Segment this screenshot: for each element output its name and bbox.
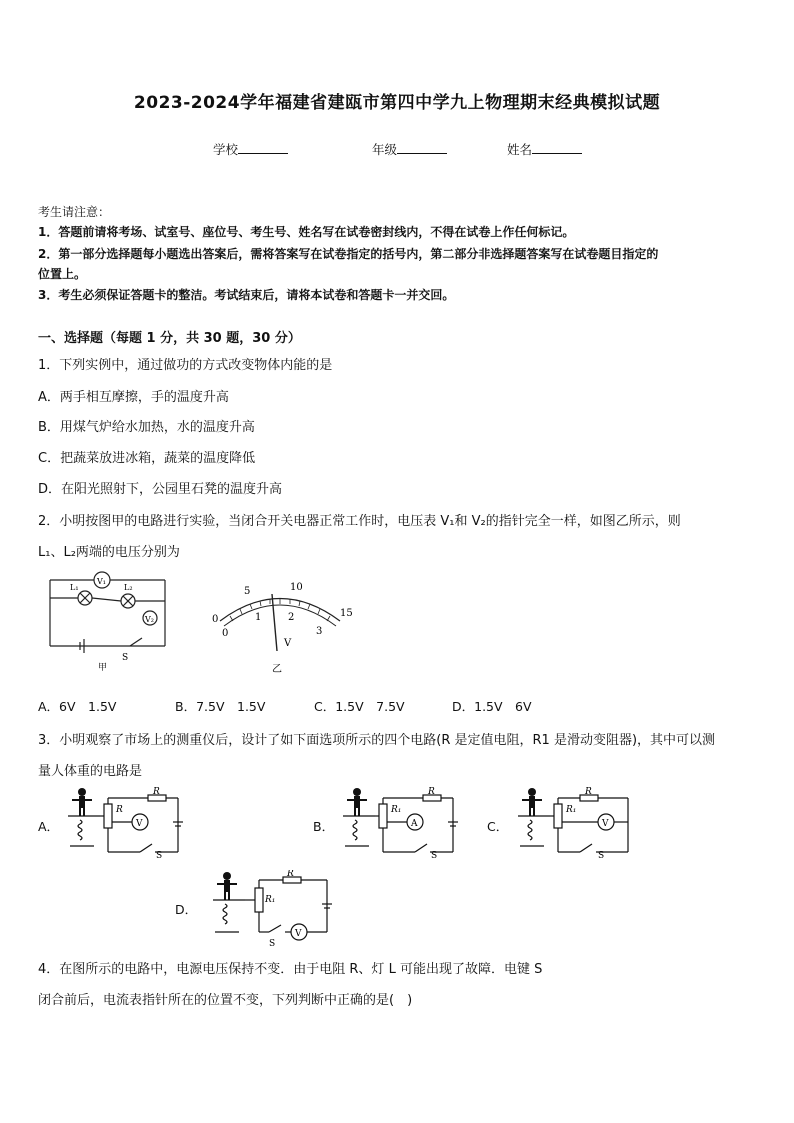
- notice-heading: 考生请注意：: [38, 205, 111, 219]
- q3-stem-line1: 3．小明观察了市场上的测重仪后，设计了如下面选项所示的四个电路(R 是定值电阻，R1 是滑动变阻器)，其中可以测: [38, 733, 716, 748]
- q3-option-b-label: B．: [313, 819, 335, 834]
- q2-stem-line1: 2．小明按图甲的电路进行实验，当闭合开关电器正常工作时，电压表 V₁和 V₂的指针完全一样，如图乙所示，则: [38, 514, 681, 529]
- yi-inner-0: 0: [222, 628, 229, 639]
- circuit-d-s: S: [269, 939, 276, 948]
- circuit-c-s: S: [598, 851, 605, 858]
- yi-inner-1: 1: [255, 612, 262, 623]
- notice-item-3: 3．考生必须保证答题卡的整洁。考试结束后，请将本试卷和答题卡一并交回。: [38, 288, 455, 302]
- q1-stem: 1．下列实例中，通过做功的方式改变物体内能的是: [38, 358, 333, 373]
- notice-item-2-cont: 位置上。: [38, 267, 87, 281]
- yi-unit: V: [284, 638, 292, 649]
- grade-field: [372, 140, 447, 158]
- q1-option-d: D．在阳光照射下，公园里石凳的温度升高: [38, 482, 283, 497]
- circuit-b-s: S: [431, 851, 438, 858]
- q3-circuit-c: [510, 786, 650, 858]
- circuit-a-s: S: [156, 851, 163, 858]
- name-label: 姓名: [507, 142, 533, 157]
- circuit-a-r1: R: [116, 805, 123, 815]
- yi-inner-2: 2: [288, 612, 295, 623]
- school-blank: [238, 141, 288, 154]
- q2-figure-yi: [200, 576, 360, 676]
- q1-option-a: A．两手相互摩擦，手的温度升高: [38, 390, 229, 405]
- q3-option-d-label: D．: [175, 902, 198, 917]
- circuit-b-r: R: [428, 787, 435, 797]
- yi-outer-0: 0: [212, 614, 219, 625]
- circuit-d-r: R: [287, 870, 294, 879]
- q3-option-a-label: A．: [38, 819, 60, 834]
- q3-circuit-a: [60, 786, 200, 858]
- jia-label-l1: L₁: [70, 583, 79, 592]
- q3-circuit-d: [205, 870, 345, 948]
- circuit-d-r1: R₁: [265, 895, 276, 905]
- yi-outer-10: 10: [290, 582, 303, 593]
- circuit-b-meter: A: [411, 819, 418, 829]
- q3-option-c-label: C．: [487, 819, 509, 834]
- yi-inner-3: 3: [316, 626, 323, 637]
- yi-outer-5: 5: [244, 586, 251, 597]
- q4-stem-line2: 闭合前后，电流表指针所在的位置不变，下列判断中正确的是( ): [38, 993, 413, 1008]
- school-field: [213, 140, 288, 158]
- name-field: [507, 140, 582, 158]
- jia-label-v1: V₁: [97, 577, 106, 586]
- jia-caption: 甲: [98, 663, 108, 673]
- circuit-b-r1: R₁: [391, 805, 402, 815]
- page-title: 2023-2024学年福建省建瓯市第四中学九上物理期末经典模拟试题: [133, 93, 661, 113]
- q2-stem-line2: L₁、L₂两端的电压分别为: [38, 545, 180, 560]
- notice-item-2: 2．第一部分选择题每小题选出答案后，需将答案写在试卷指定的括号内，第二部分非选择题答案写在试卷题目指定的: [38, 247, 659, 261]
- circuit-a-r: R: [153, 787, 160, 797]
- name-blank: [532, 141, 582, 154]
- jia-label-l2: L₂: [124, 583, 133, 592]
- circuit-c-r1: R₁: [566, 805, 577, 815]
- circuit-c-r: R: [585, 787, 592, 797]
- q2-option-a: A．6V 1.5V: [38, 699, 117, 714]
- yi-caption: 乙: [272, 664, 282, 675]
- jia-label-v2: V₂: [145, 615, 154, 624]
- q1-option-b: B．用煤气炉给水加热，水的温度升高: [38, 420, 255, 435]
- q2-option-c: C．1.5V 7.5V: [314, 699, 405, 714]
- q2-figure-jia: [40, 568, 175, 673]
- q4-stem-line1: 4．在图所示的电路中，电源电压保持不变．由于电阻 R、灯 L 可能出现了故障．电键 S: [38, 962, 543, 977]
- school-label: 学校: [213, 142, 239, 157]
- yi-outer-15: 15: [340, 608, 353, 619]
- section-heading: 一、选择题（每题 1 分，共 30 题，30 分）: [38, 331, 301, 346]
- q1-option-c: C．把蔬菜放进冰箱，蔬菜的温度降低: [38, 451, 256, 466]
- grade-blank: [397, 141, 447, 154]
- q2-option-d: D．1.5V 6V: [452, 699, 532, 714]
- circuit-a-meter: V: [136, 819, 143, 829]
- circuit-c-meter: V: [602, 819, 609, 829]
- q2-option-b: B．7.5V 1.5V: [175, 699, 266, 714]
- q3-stem-line2: 量人体重的电路是: [38, 764, 143, 779]
- q3-circuit-b: [335, 786, 475, 858]
- jia-label-s: S: [122, 653, 129, 663]
- grade-label: 年级: [372, 142, 398, 157]
- notice-item-1: 1．答题前请将考场、试室号、座位号、考生号、姓名写在试卷密封线内，不得在试卷上作任何标记。: [38, 225, 575, 239]
- circuit-d-meter: V: [295, 929, 302, 939]
